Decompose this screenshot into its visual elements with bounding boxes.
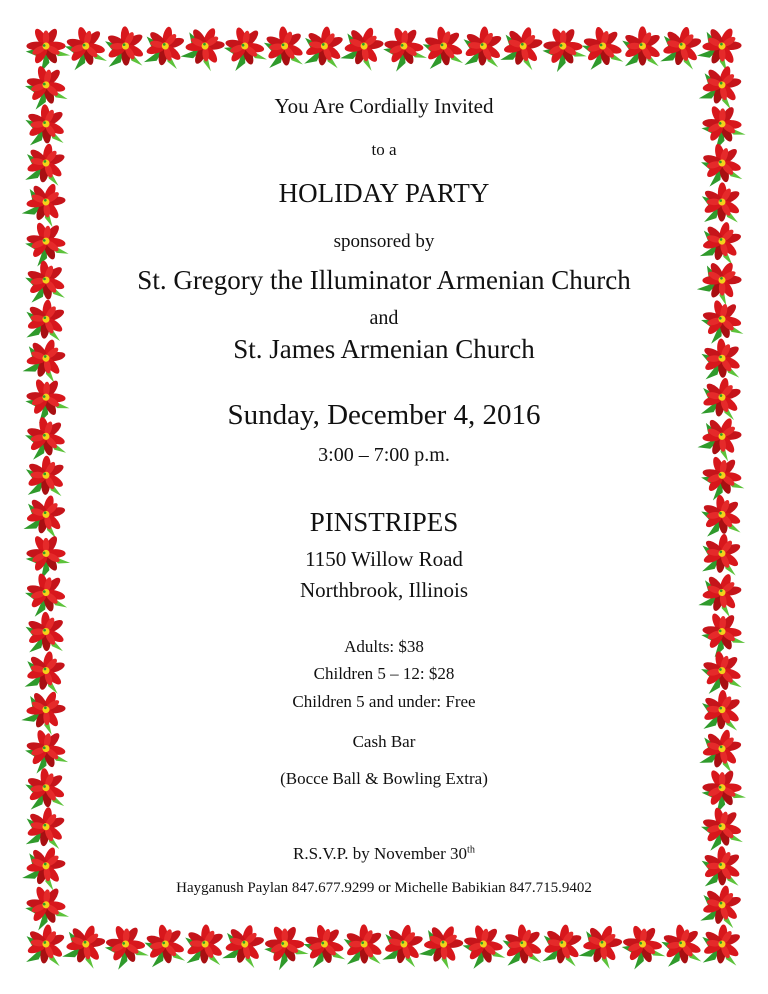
poinsettia-icon xyxy=(262,25,305,69)
rsvp-text: R.S.V.P. by November 30 xyxy=(293,844,467,863)
poinsettia-icon xyxy=(257,918,311,972)
event-title: HOLIDAY PARTY xyxy=(278,178,490,208)
poinsettia-icon xyxy=(659,922,704,967)
rsvp-line xyxy=(0,844,768,864)
poinsettia-icon xyxy=(220,919,269,969)
to-a-text: to a xyxy=(371,140,397,159)
poinsettia-icon xyxy=(184,923,225,965)
extras-note: (Bocce Ball & Bowling Extra) xyxy=(280,769,488,788)
poinsettia-icon xyxy=(141,23,188,70)
poinsettia-icon xyxy=(458,919,508,969)
poinsettia-icon xyxy=(420,23,466,69)
poinsettia-icon xyxy=(622,26,661,66)
poinsettia-icon xyxy=(416,917,469,970)
poinsettia-icon xyxy=(501,923,544,966)
poinsettia-icon xyxy=(142,921,188,968)
price-children-5-12: Children 5 – 12: $28 xyxy=(313,664,455,683)
poinsettia-icon xyxy=(658,22,706,70)
poinsettia-icon xyxy=(219,21,270,72)
event-date: Sunday, December 4, 2016 xyxy=(227,399,541,431)
poinsettia-icon xyxy=(344,924,384,965)
poinsettia-icon xyxy=(23,804,68,849)
poinsettia-icon xyxy=(99,918,152,971)
poinsettia-icon xyxy=(105,26,146,67)
poinsettia-icon xyxy=(300,920,348,969)
poinsettia-icon xyxy=(616,919,668,971)
church-name-2: St. James Armenian Church xyxy=(233,334,535,364)
poinsettia-icon xyxy=(578,22,626,70)
poinsettia-icon xyxy=(302,24,347,69)
poinsettia-icon xyxy=(536,20,589,74)
event-time: 3:00 – 7:00 p.m. xyxy=(318,444,450,466)
poinsettia-icon xyxy=(178,20,231,73)
poinsettia-icon xyxy=(540,921,585,966)
poinsettia-icon xyxy=(380,920,427,968)
cash-bar-text: Cash Bar xyxy=(352,732,416,751)
poinsettia-icon xyxy=(60,918,111,969)
price-adults: Adults: $38 xyxy=(344,637,424,656)
address-line-1: 1150 Willow Road xyxy=(305,547,463,571)
sponsored-by-text: sponsored by xyxy=(333,231,435,252)
rsvp-suffix: th xyxy=(467,844,475,856)
poinsettia-icon xyxy=(700,923,743,966)
price-children-under-5: Children 5 and under: Free xyxy=(292,692,476,711)
poinsettia-icon xyxy=(695,19,748,73)
contact-info: Hayganush Paylan 847.677.9299 or Michelle Babikian 847.715.9402 xyxy=(176,880,592,896)
poinsettia-icon xyxy=(338,20,389,72)
address-line-2: Northbrook, Illinois xyxy=(300,578,468,602)
poinsettia-icon xyxy=(19,19,73,73)
poinsettia-icon xyxy=(377,20,429,72)
poinsettia-icon xyxy=(462,25,504,67)
invitation-intro: You Are Cordially Invited xyxy=(274,94,494,118)
church-name-1: St. Gregory the Illuminator Armenian Church xyxy=(137,265,631,295)
and-text: and xyxy=(369,307,399,329)
venue-name: PINSTRIPES xyxy=(309,507,459,537)
poinsettia-icon xyxy=(23,922,67,966)
poinsettia-icon xyxy=(61,22,110,71)
poinsettia-icon xyxy=(576,918,628,970)
poinsettia-icon xyxy=(498,21,548,71)
